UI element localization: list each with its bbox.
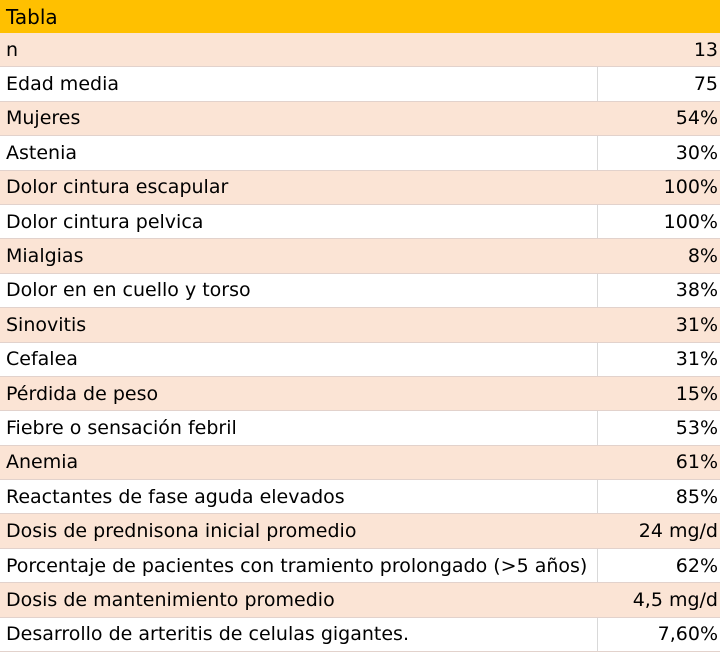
- table-row[interactable]: [0, 618, 720, 652]
- table-row[interactable]: [0, 446, 720, 480]
- table-row[interactable]: [0, 343, 720, 377]
- table-header[interactable]: [0, 0, 720, 33]
- table-row[interactable]: [0, 514, 720, 548]
- row-value-cell[interactable]: 85%: [675, 485, 718, 508]
- table-title: Tabla: [6, 4, 58, 29]
- row-label-cell[interactable]: Desarrollo de arteritis de celulas gigantes.: [0, 618, 598, 651]
- table-row[interactable]: [0, 549, 720, 583]
- table-row[interactable]: [0, 239, 720, 273]
- table-row[interactable]: [0, 67, 720, 101]
- row-value-cell[interactable]: 13: [693, 38, 718, 61]
- table-row[interactable]: [0, 377, 720, 411]
- row-label-cell[interactable]: Fiebre o sensación febril: [0, 411, 598, 444]
- row-value-cell[interactable]: 8%: [687, 245, 718, 268]
- table-row[interactable]: [0, 480, 720, 514]
- row-value-cell[interactable]: 31%: [675, 313, 718, 336]
- table-row[interactable]: [0, 136, 720, 170]
- row-value-cell[interactable]: 30%: [675, 141, 718, 164]
- row-label-cell[interactable]: Astenia: [0, 136, 598, 169]
- row-label-cell[interactable]: Dosis de prednisona inicial promedio: [6, 520, 357, 543]
- table-row[interactable]: [0, 583, 720, 617]
- row-label-cell[interactable]: Dolor en en cuello y torso: [0, 274, 598, 307]
- table-row[interactable]: [0, 274, 720, 308]
- row-value-cell[interactable]: 62%: [675, 554, 718, 577]
- row-value-cell[interactable]: 15%: [675, 382, 718, 405]
- table-row[interactable]: [0, 205, 720, 239]
- table-row[interactable]: [0, 308, 720, 342]
- table-row[interactable]: [0, 102, 720, 136]
- table-body: [0, 33, 720, 652]
- row-value-cell[interactable]: 7,60%: [657, 623, 718, 646]
- row-value-cell[interactable]: 53%: [675, 416, 718, 439]
- row-value-cell[interactable]: 54%: [675, 107, 718, 130]
- row-label-cell[interactable]: Mujeres: [6, 107, 81, 130]
- row-label-cell[interactable]: Dosis de mantenimiento promedio: [6, 588, 335, 611]
- row-label-cell[interactable]: Mialgias: [6, 245, 84, 268]
- row-label-cell[interactable]: Edad media: [0, 67, 598, 100]
- row-value-cell[interactable]: 4,5 mg/d: [632, 588, 718, 611]
- row-label-cell[interactable]: Dolor cintura escapular: [6, 176, 229, 199]
- row-label-cell[interactable]: Pérdida de peso: [6, 382, 159, 405]
- row-label-cell[interactable]: Dolor cintura pelvica: [0, 205, 598, 238]
- row-value-cell[interactable]: 38%: [675, 279, 718, 302]
- row-value-cell[interactable]: 100%: [663, 176, 718, 199]
- table-row[interactable]: [0, 171, 720, 205]
- row-label-cell[interactable]: n: [6, 38, 19, 61]
- row-label-cell[interactable]: Sinovitis: [6, 313, 87, 336]
- table-row[interactable]: [0, 33, 720, 67]
- row-value-cell[interactable]: 100%: [663, 210, 718, 233]
- table-row[interactable]: [0, 411, 720, 445]
- row-value-cell[interactable]: 61%: [675, 451, 718, 474]
- row-value-cell[interactable]: 31%: [675, 348, 718, 371]
- row-value-cell[interactable]: 24 mg/d: [638, 520, 718, 543]
- row-label-cell[interactable]: Cefalea: [0, 343, 598, 376]
- row-label-cell[interactable]: Reactantes de fase aguda elevados: [0, 480, 598, 513]
- row-value-cell[interactable]: 75: [693, 73, 718, 96]
- row-label-cell[interactable]: Porcentaje de pacientes con tramiento prolongado (>5 años): [0, 549, 598, 582]
- row-label-cell[interactable]: Anemia: [6, 451, 79, 474]
